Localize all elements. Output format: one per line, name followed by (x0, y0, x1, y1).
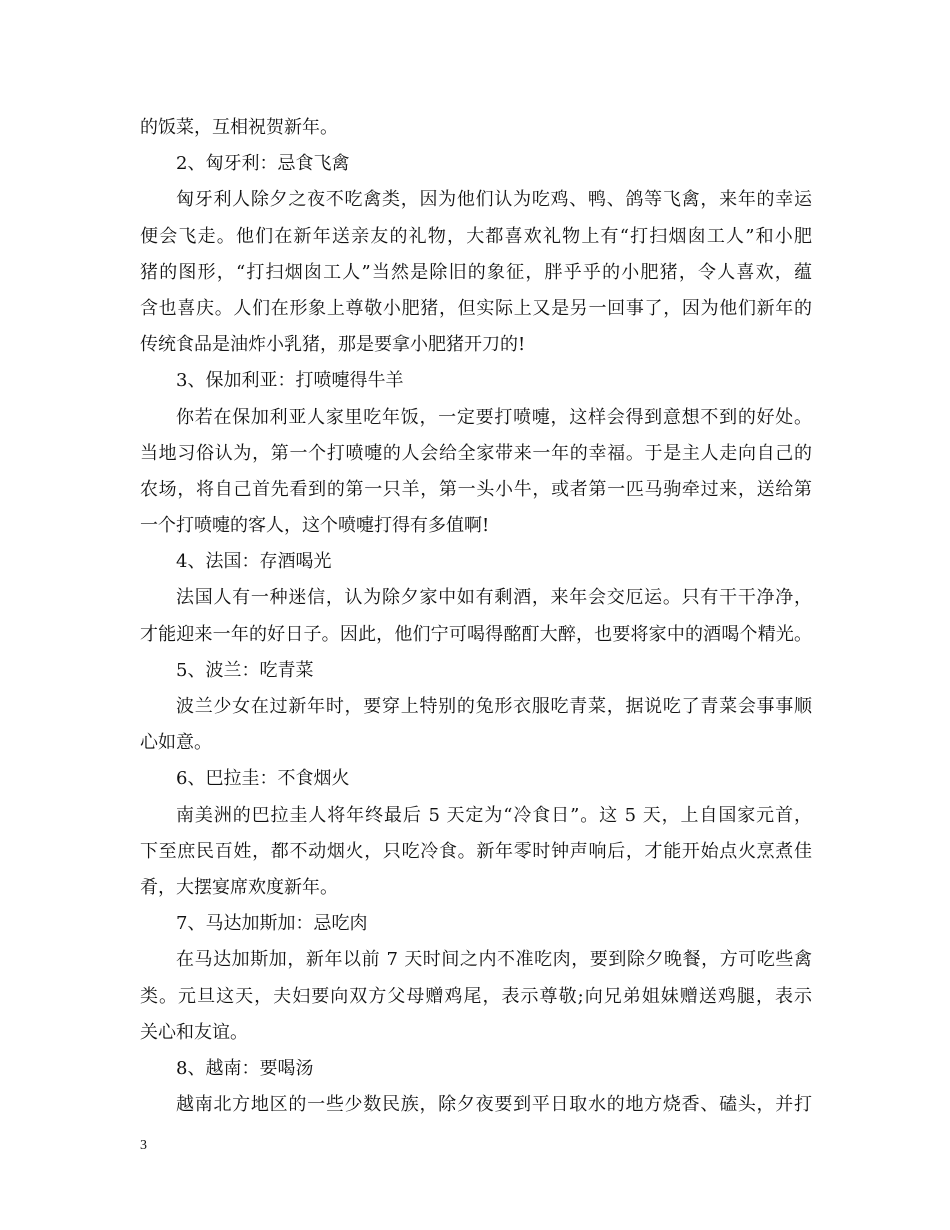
text-line: 一个打喷嚏的客人，这个喷嚏打得有多值啊! (140, 515, 490, 537)
section-heading: 8、越南：要喝汤 (176, 1057, 314, 1079)
section-heading: 4、法国：存酒喝光 (176, 551, 332, 573)
text-line: 的饭菜，互相祝贺新年。 (140, 117, 338, 138)
section-heading: 3、保加利亚：打喷嚏得牛羊 (176, 370, 404, 392)
text-line: 关心和友谊。 (140, 1021, 248, 1043)
text-line: 波兰少女在过新年时，要穿上特别的兔形衣服吃青菜，据说吃了青菜会事事顺 (176, 696, 812, 717)
text-line: 农场，将自己首先看到的第一只羊，第一头小牛，或者第一匹马驹牵过来，送给第 (140, 478, 812, 500)
text-line: 在马达加斯加，新年以前 7 天时间之内不准吃肉，要到除夕晚餐，方可吃些禽 (176, 949, 812, 971)
section-heading: 5、波兰：吃青菜 (176, 659, 314, 681)
text-line: 才能迎来一年的好日子。因此，他们宁可喝得酩酊大醉，也要将家中的酒喝个精光。 (140, 623, 812, 645)
text-line: 南美洲的巴拉圭人将年终最后 5 天定为“冷食日”。这 5 天，上自国家元首， (176, 804, 812, 826)
text-line: 传统食品是油炸小乳猪，那是要拿小肥猪开刀的! (140, 334, 526, 356)
text-line: 类。元旦这天，夫妇要向双方父母赠鸡尾，表示尊敬;向兄弟姐妹赠送鸡腿，表示 (140, 985, 812, 1007)
section-heading: 7、马达加斯加：忌吃肉 (176, 913, 368, 935)
text-line: 猪的图形，“打扫烟囱工人”当然是除旧的象征，胖乎乎的小肥猪，令人喜欢，蕴 (140, 261, 812, 283)
text-line: 法国人有一种迷信，认为除夕家中如有剩酒，来年会交厄运。只有干干净净， (176, 587, 812, 609)
section-heading: 6、巴拉圭：不食烟火 (176, 768, 350, 790)
text-line: 匈牙利人除夕之夜不吃禽类，因为他们认为吃鸡、鸭、鸽等飞禽，来年的幸运 (176, 189, 812, 211)
text-line: 肴，大摆宴席欢度新年。 (140, 876, 338, 898)
text-line: 下至庶民百姓，都不动烟火，只吃冷食。新年零时钟声响后，才能开始点火烹煮佳 (140, 840, 812, 862)
text-line: 越南北方地区的一些少数民族，除夕夜要到平日取水的地方烧香、磕头，并打 (176, 1094, 812, 1116)
text-line: 当地习俗认为，第一个打喷嚏的人会给全家带来一年的幸福。于是主人走向自己的 (140, 442, 812, 464)
section-heading: 2、匈牙利：忌食飞禽 (176, 153, 350, 175)
text-line: 便会飞走。他们在新年送亲友的礼物，大都喜欢礼物上有“打扫烟囱工人”和小肥 (140, 225, 812, 247)
page-number: 3 (140, 1138, 147, 1153)
text-line: 心如意。 (140, 732, 212, 754)
text-line: 含也喜庆。人们在形象上尊敬小肥猪，但实际上又是另一回事了，因为他们新年的 (140, 297, 812, 319)
document-body (140, 110, 812, 1123)
text-line: 你若在保加利亚人家里吃年饭，一定要打喷嚏，这样会得到意想不到的好处。 (176, 406, 812, 428)
